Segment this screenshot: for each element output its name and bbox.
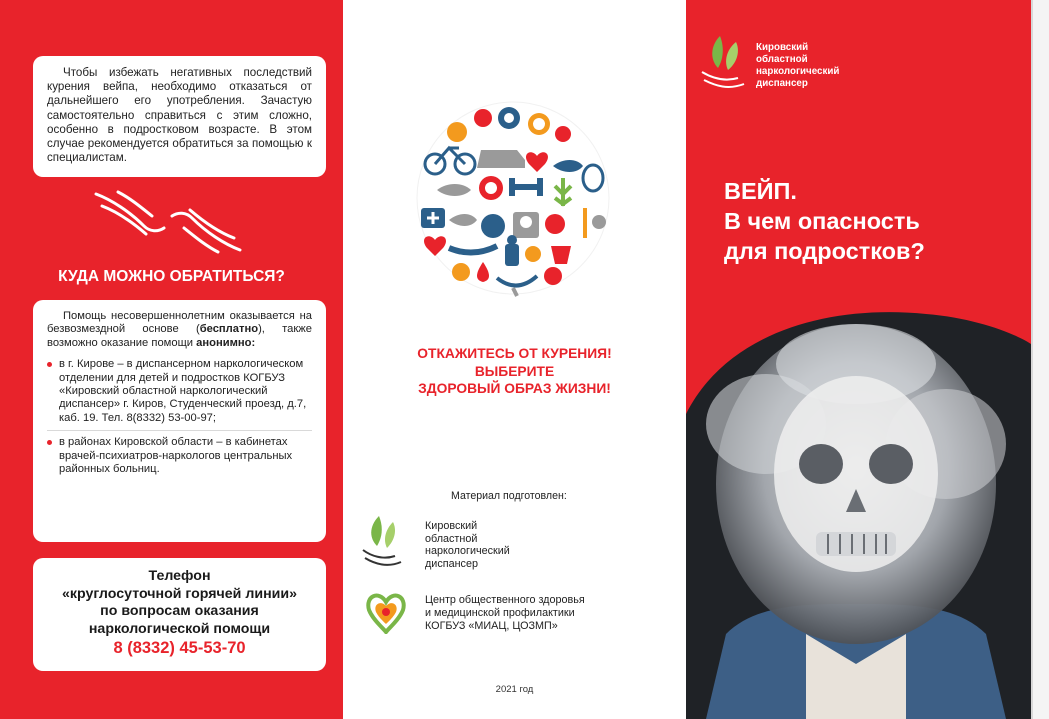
main-title: ВЕЙП. В чем опасность для подростков? (724, 178, 925, 264)
left-panel (0, 0, 343, 719)
org1-name: Кировский областной наркологический диспансер (425, 520, 510, 570)
bullet-icon (47, 440, 52, 445)
leaf-hands-logo-icon (361, 512, 405, 572)
bullet-icon (47, 362, 52, 367)
hotline-card: Телефон «круглосуточной горячей линии» по вопросам оказания наркологической помощи 8 (8332) 45-53-70 (33, 558, 326, 671)
slogan: ОТКАЖИТЕСЬ ОТ КУРЕНИЯ! ВЫБЕРИТЕ ЗДОРОВЫЙ ОБРАЗ ЖИЗНИ! (417, 346, 612, 396)
hotline-number[interactable]: 8 (8332) 45-53-70 (113, 639, 246, 657)
leaf-hands-logo-icon (700, 32, 748, 94)
list-item: в районах Кировской области – в кабинетах врачей-психиатров-наркологов центральных районных больниц. (47, 430, 312, 481)
where-to-go-title: КУДА МОЖНО ОБРАТИТЬСЯ? (58, 268, 285, 285)
right-panel (686, 0, 1031, 719)
help-card (33, 300, 326, 542)
brand-name: Кировский областной наркологический диспансер (756, 42, 840, 89)
intro-text: Чтобы избежать негативных последствий курения вейпа, необходимо отказаться от дальнейшего его употребления. Зачастую самостоятельно справиться с этим сложно, особенно в подростковом возрасте. В этом случае рекомендуется обратиться за помощью к специалистам. (47, 66, 312, 165)
page-edge (1031, 0, 1049, 719)
help-list (47, 358, 312, 481)
vape-smoke-skull-photo (686, 304, 1031, 719)
healthy-lifestyle-icons (413, 98, 613, 298)
heart-logo-icon (365, 590, 407, 634)
list-item: в г. Кирове – в диспансерном наркологическом отделении для детей и подростков КОГБУЗ «Кировский областной наркологический диспансер» г. Киров, Студенческий проезд, д.7, каб. 19. Тел. 8(8332) 53-00-97; (47, 358, 312, 430)
page-edge-line (1031, 0, 1033, 719)
year-label: 2021 год (495, 684, 534, 695)
help-intro: Помощь несовершеннолетним оказывается на безвозмездной основе (бесплатно), также возможно оказание помощи анонимно: (47, 310, 313, 349)
hands-icon (92, 186, 244, 258)
org-health-center (365, 590, 665, 638)
org-narcology-dispensary (361, 512, 601, 574)
middle-panel (343, 0, 686, 719)
intro-card (33, 56, 326, 177)
brand-logo (700, 32, 920, 96)
org2-name: Центр общественного здоровья и медицинской профилактики КОГБУЗ «МИАЦ, ЦОЗМП» (425, 594, 585, 632)
prepared-by-label: Материал подготовлен: (451, 490, 567, 502)
